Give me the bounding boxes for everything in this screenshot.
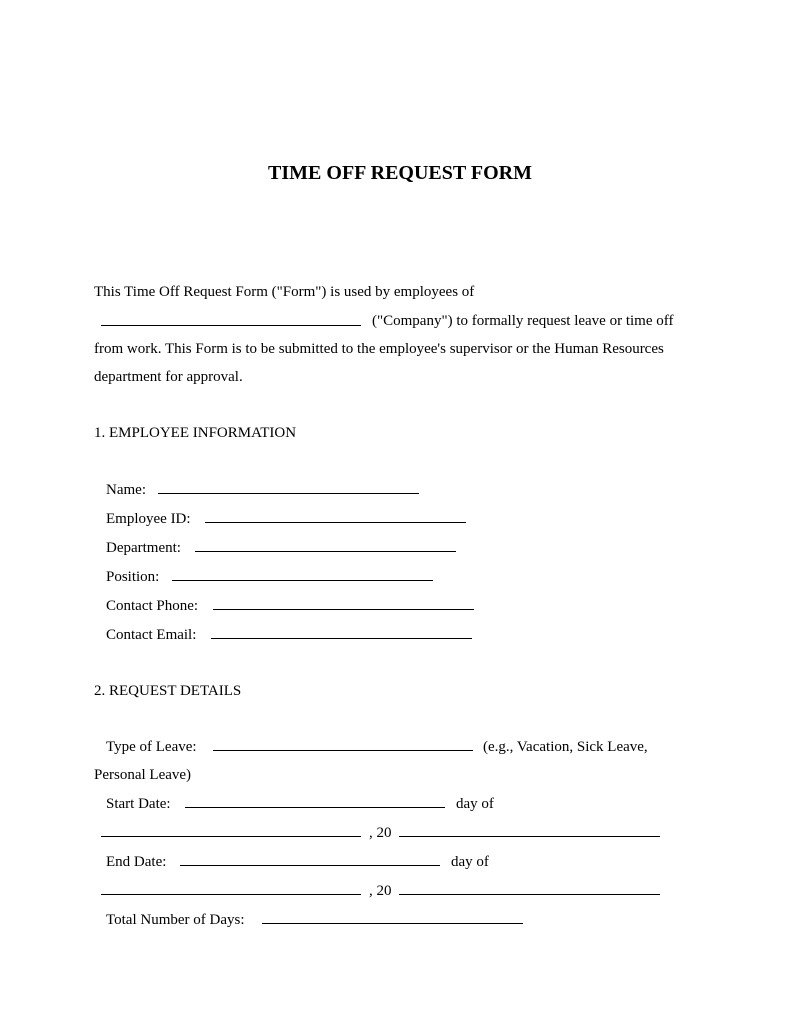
contact-email-label: Contact Email: [106, 627, 197, 643]
contact-email-field[interactable] [211, 638, 472, 639]
end-date-month-field[interactable] [101, 894, 361, 895]
end-date-label: End Date: [106, 854, 167, 870]
section-heading-employee-information: 1. EMPLOYEE INFORMATION [94, 425, 297, 441]
position-label: Position: [106, 569, 160, 585]
start-date-day-field[interactable] [185, 807, 445, 808]
employee-id-field[interactable] [205, 522, 466, 523]
name-label: Name: [106, 482, 146, 498]
company-name-field[interactable] [101, 325, 361, 326]
contact-phone-label: Contact Phone: [106, 598, 199, 614]
start-date-year-field[interactable] [399, 836, 660, 837]
intro-line-2: ("Company") to formally request leave or time off [372, 313, 674, 329]
total-days-field[interactable] [262, 923, 523, 924]
type-of-leave-field[interactable] [213, 750, 473, 751]
leave-examples-continued: Personal Leave) [94, 767, 192, 783]
intro-line-1: This Time Off Request Form ("Form") is used by employees of [94, 284, 475, 300]
contact-phone-field[interactable] [213, 609, 474, 610]
end-date-day-field[interactable] [180, 865, 440, 866]
start-date-day-of: day of [456, 796, 494, 812]
type-of-leave-label: Type of Leave: [106, 739, 197, 755]
form-title: TIME OFF REQUEST FORM [268, 162, 532, 184]
total-days-label: Total Number of Days: [106, 912, 245, 928]
leave-examples-text: (e.g., Vacation, Sick Leave, [483, 739, 648, 755]
intro-line-4: department for approval. [94, 369, 243, 385]
end-date-day-of: day of [451, 854, 489, 870]
start-date-year-prefix: , 20 [369, 825, 392, 841]
end-date-year-field[interactable] [399, 894, 660, 895]
department-label: Department: [106, 540, 181, 556]
section-heading-request-details: 2. REQUEST DETAILS [94, 683, 242, 699]
department-field[interactable] [195, 551, 456, 552]
name-field[interactable] [158, 493, 419, 494]
intro-line-3: from work. This Form is to be submitted to the employee's supervisor or the Human Resources [94, 341, 664, 357]
start-date-label: Start Date: [106, 796, 171, 812]
end-date-year-prefix: , 20 [369, 883, 392, 899]
start-date-month-field[interactable] [101, 836, 361, 837]
position-field[interactable] [172, 580, 433, 581]
employee-id-label: Employee ID: [106, 511, 191, 527]
